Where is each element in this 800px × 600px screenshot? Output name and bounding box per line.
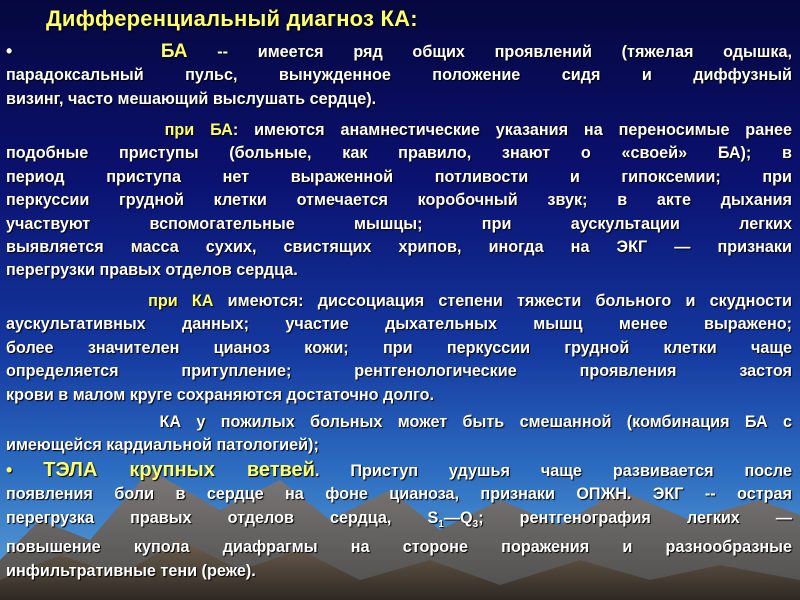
- tela-line-5: инфильтративные тени (реже).: [6, 561, 256, 580]
- pri-ka-line: крови в малом круге сохраняются достаточно долго.: [6, 385, 435, 404]
- ba-line-1: • БА -- имеется ряд общих проявлений (тяжелая одышка,: [6, 41, 792, 62]
- pri-ba-line: перегрузки правых отделов сердца.: [6, 261, 298, 280]
- pri-ba-line: выявляется масса сухих, свистящих хрипов, иногда на ЭКГ — признаки: [6, 238, 792, 257]
- pri-ba-label: при БА: [164, 121, 233, 139]
- ba-line-3: визинг, часто мешающий выслушать сердце).: [6, 89, 377, 108]
- pri-ka-line: более значителен цианоз кожи; при перкуссии грудной клетки чаще: [6, 338, 792, 357]
- pri-ka-line-1: при КА имеются: диссоциация степени тяжести больного и скудности: [148, 292, 792, 310]
- tela-label: ТЭЛА крупных ветвей: [43, 459, 315, 481]
- slide-title: Дифференциальный диагноз КА:: [46, 6, 418, 31]
- tela-line-4: повышение купола диафрагмы на стороне поражения и разнообразные: [6, 538, 792, 557]
- bullet-icon: •: [6, 41, 13, 61]
- pri-ka-section: [6, 290, 792, 407]
- pri-ka-line: определяется притупление; рентгенологические проявления застоя: [6, 362, 792, 381]
- mixed-line-1: КА у пожилых больных может быть смешанной (комбинация БА с: [159, 413, 792, 431]
- bullet-icon: •: [6, 460, 13, 480]
- tela-line-1: • ТЭЛА крупных ветвей. Приступ удушья чаще развивается после: [6, 459, 793, 481]
- ba-line-2: парадоксальный пульс, вынужденное положение сидя и диффузный: [6, 66, 792, 85]
- ba-label: БА: [160, 41, 188, 62]
- tela-line-2: появления боли в сердце на фоне цианоза, признаки ОПЖН. ЭКГ -- острая: [6, 485, 792, 504]
- pri-ba-line: участвуют вспомогательные мышцы; при аускультации легких: [6, 214, 792, 233]
- pri-ba-line: подобные приступы (больные, как правило, знают о «своей» БА); в: [6, 144, 792, 163]
- mixed-section: [6, 411, 792, 458]
- pri-ka-line: аускультативных данных; участие дыхательных мышц менее выражено;: [6, 315, 792, 334]
- tela-line-3: перегрузка правых отделов сердца, $S_1—Q_3$; рентгенография легких —: [6, 508, 793, 531]
- ba-section: [6, 40, 792, 111]
- pri-ba-line-1: при БА: имеются анамнестические указания на переносимые ранее: [164, 121, 792, 139]
- pri-ba-line: перкуссии грудной клетки отмечается коробочный звук; в акте дыхания: [6, 191, 792, 210]
- tela-section: [6, 459, 792, 583]
- pri-ba-line: период приступа нет выраженной потливости и гипоксемии; при: [6, 167, 792, 186]
- mixed-line-2: имеющейся кардиальной патологией);: [6, 436, 319, 455]
- pri-ka-label: при КА: [148, 292, 214, 310]
- pri-ba-section: [6, 119, 792, 283]
